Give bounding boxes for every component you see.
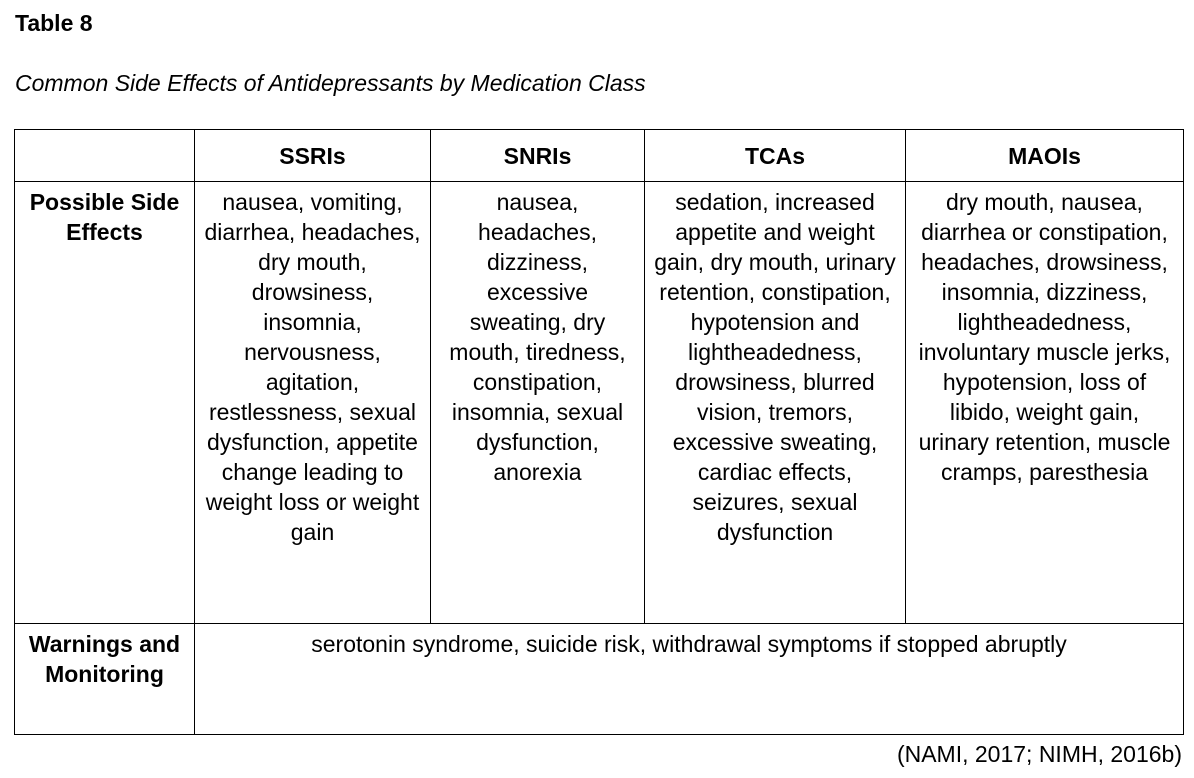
side-effects-table: [14, 129, 1184, 735]
column-header-snris: SNRIs: [431, 130, 645, 182]
column-header-tcas: TCAs: [645, 130, 906, 182]
ssris-side-effects-cell: nausea, vomiting, diarrhea, headaches, dry mouth, drowsiness, insomnia, nervousness, agitation, restlessness, sexual dysfunction, appetite change leading to weight loss or weight gain: [195, 182, 431, 624]
table-caption: Common Side Effects of Antidepressants by Medication Class: [15, 70, 646, 96]
row-header-side-effects: Possible Side Effects: [15, 182, 195, 624]
column-header-ssris: SSRIs: [195, 130, 431, 182]
maois-side-effects-cell: dry mouth, nausea, diarrhea or constipation, headaches, drowsiness, insomnia, dizziness, lightheadedness, involuntary muscle jerks, hypotension, loss of libido, weight gain, urinary retention, muscle cramps, paresthesia: [906, 182, 1184, 624]
snris-side-effects-cell: nausea, headaches, dizziness, excessive sweating, dry mouth, tiredness, constipation, insomnia, sexual dysfunction, anorexia: [431, 182, 645, 624]
table-label: Table 8: [15, 10, 93, 36]
tcas-side-effects-cell: sedation, increased appetite and weight gain, dry mouth, urinary retention, constipation, hypotension and lightheadedness, drowsiness, blurred vision, tremors, excessive sweating, cardiac effects, seizures, sexual dysfunction: [645, 182, 906, 624]
table-header-row: [15, 130, 1184, 182]
row-header-warnings: Warnings and Monitoring: [15, 624, 195, 735]
citation: (NAMI, 2017; NIMH, 2016b): [896, 741, 1182, 767]
warnings-row: [15, 624, 1184, 735]
corner-cell: [15, 130, 195, 182]
column-header-maois: MAOIs: [906, 130, 1184, 182]
warnings-cell: serotonin syndrome, suicide risk, withdrawal symptoms if stopped abruptly: [195, 624, 1184, 735]
side-effects-row: [15, 182, 1184, 624]
